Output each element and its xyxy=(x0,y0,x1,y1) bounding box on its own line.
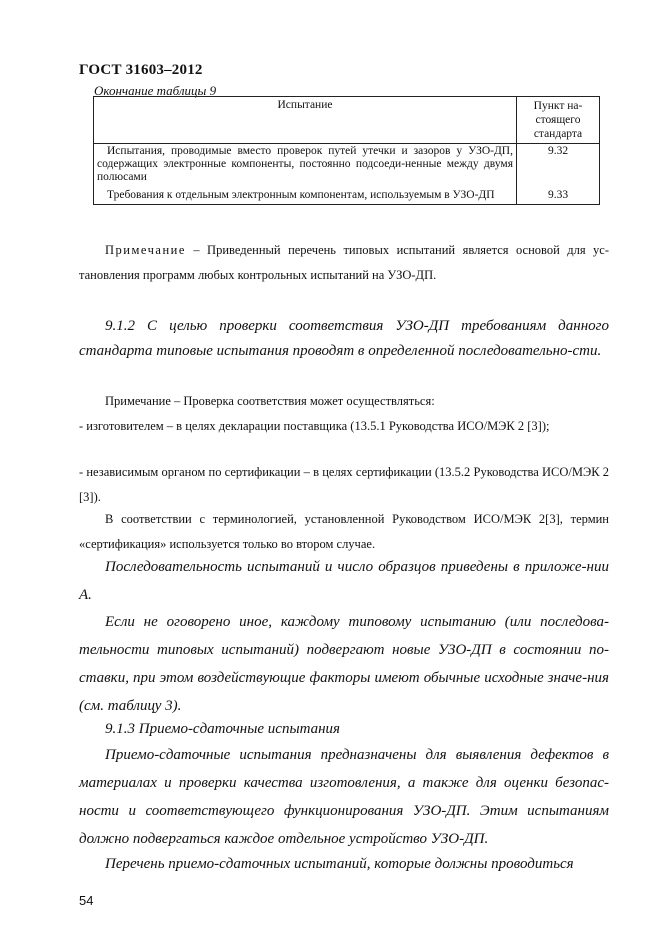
page-number: 54 xyxy=(79,893,94,908)
paragraph-test-sequence: Последовательность испытаний и число образцов приведены в приложе-нии А. xyxy=(79,559,609,603)
paragraph-acceptance-purpose: Приемо-сдаточные испытания предназначены для выявления дефектов в материалах и проверки качества изготовления, а также для оценки безопас-ности и соответствующего функционирования УЗО-ДП. Этим испытаниям должно подвергаться каждое отдельное устройство УЗО-ДП. xyxy=(79,747,609,847)
table-9 xyxy=(93,96,600,205)
table-cell-test: Испытания, проводимые вместо проверок путей утечки и зазоров у УЗО-ДП, содержащих электронные компоненты, постоянно подсоеди-ненные между двумя полюсами xyxy=(94,144,517,187)
paragraph-new-devices: Если не оговорено иное, каждому типовому испытанию (или последова-тельности типовых испытаний) подвергают новые УЗО-ДП в состоянии по-ставки, при этом воздействующие факторы имеют обычные исходные значе-ния (см. таблицу 3). xyxy=(79,614,609,714)
table-cell-test: Требования к отдельным электронным компонентам, используемым в УЗО-ДП xyxy=(94,186,517,205)
table-row xyxy=(94,186,600,205)
table-row xyxy=(94,144,600,187)
section-9-1-2: 9.1.2 С целью проверки соответствия УЗО-ДП требованиям данного стандарта типовые испытания проводят в определенной последовательно-сти. xyxy=(79,318,609,359)
column-header-test: Испытание xyxy=(94,97,517,144)
table-cell-clause: 9.33 xyxy=(517,186,600,205)
note-compliance-item-certification: - независимым органом по сертификации – в целях сертификации (13.5.2 Руководства ИСО/МЭК 2 [3]). xyxy=(79,465,609,504)
table-header-row xyxy=(94,97,600,144)
table-cell-clause: 9.32 xyxy=(517,144,600,187)
table-caption: Окончание таблицы 9 xyxy=(94,83,217,98)
paragraph-acceptance-list: Перечень приемо-сдаточных испытаний, которые должны проводиться xyxy=(105,856,574,872)
section-9-1-3-title: 9.1.3 Приемо-сдаточные испытания xyxy=(105,721,341,737)
standard-title: ГОСТ 31603–2012 xyxy=(79,62,203,78)
note-terminology: В соответствии с терминологией, установленной Руководством ИСО/МЭК 2[3], термин «сертификация» используется только во втором случае. xyxy=(79,512,609,551)
note-label: Примечание xyxy=(105,243,186,257)
note-compliance-intro: Примечание – Проверка соответствия может осуществляться: xyxy=(105,394,435,408)
note-text: – Приведенный перечень типовых испытаний является основой для ус-тановления программ любых контрольных испытаний на УЗО-ДП. xyxy=(79,243,609,282)
column-header-clause xyxy=(517,97,600,144)
column-header-clause-text: Пункт на- стоящего стандарта xyxy=(533,100,583,140)
table-note xyxy=(79,238,609,288)
note-compliance-item-manufacturer: - изготовителем – в целях декларации поставщика (13.5.1 Руководства ИСО/МЭК 2 [3]); xyxy=(79,419,550,433)
